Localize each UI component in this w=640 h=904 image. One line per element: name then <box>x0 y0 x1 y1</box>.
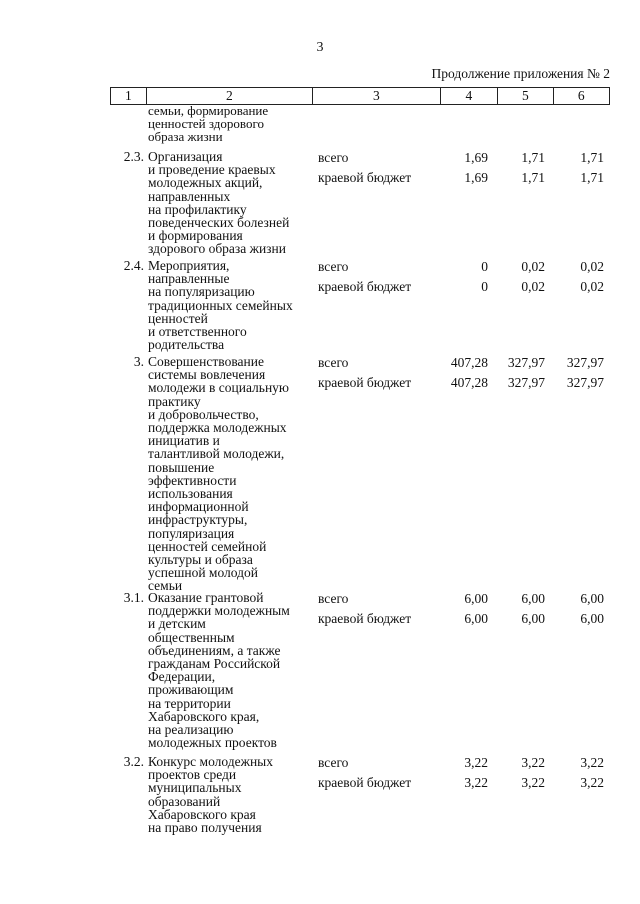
row-title <box>148 259 318 351</box>
value-col-6: 6,00 <box>580 591 604 606</box>
value-col-6: 0,02 <box>580 279 604 294</box>
source-budget-label: краевой бюджет <box>318 279 412 294</box>
row-title-line: на популяризацию <box>148 284 255 300</box>
value-col-6: 327,97 <box>566 355 604 370</box>
row-number: 2.4. <box>123 258 144 273</box>
row-title-line: и ответственного <box>148 324 247 340</box>
row-title-line: семьи <box>148 578 183 594</box>
value-col-4: 6,00 <box>464 611 488 626</box>
row-title-line: повышение <box>148 459 215 475</box>
row-title-line: информационной <box>148 499 249 515</box>
value-col-6: 327,97 <box>566 375 604 390</box>
row-number: 3.2. <box>123 754 144 769</box>
value-col-5: 3,22 <box>521 775 545 790</box>
previous-row-tail <box>148 104 318 144</box>
source-budget-label: краевой бюджет <box>318 375 412 390</box>
header-col-5: 5 <box>498 88 553 104</box>
row-title-line: поддержки молодежным <box>148 603 290 619</box>
row-title-line: проживающим <box>148 682 234 698</box>
value-col-6: 3,22 <box>580 775 604 790</box>
row-title-line: эффективности <box>148 472 237 488</box>
header-col-6: 6 <box>577 88 585 103</box>
row-title-line: Организация <box>148 149 223 164</box>
row-title-line: молодежных проектов <box>148 735 277 751</box>
continuation-label: Продолжение приложения № 2 <box>431 66 610 81</box>
row-title-line: родительства <box>148 337 225 353</box>
value-col-5: 1,71 <box>521 170 545 185</box>
value-col-4: 1,69 <box>464 150 488 165</box>
row-title-line: инициатив и <box>148 433 220 449</box>
row-title <box>148 591 318 749</box>
row-title-line: Мероприятия, <box>148 258 230 273</box>
source-budget-label: краевой бюджет <box>318 611 412 626</box>
row-title-line: культуры и образа <box>148 552 253 568</box>
value-col-5: 327,97 <box>507 355 545 370</box>
row-title-line: объединениям, а также <box>148 642 281 658</box>
row-title <box>148 150 318 256</box>
row-title-line: муниципальных <box>148 780 242 796</box>
source-total-label: всего <box>318 150 349 165</box>
value-col-5: 6,00 <box>521 611 545 626</box>
row-title-line: поддержка молодежных <box>148 420 287 436</box>
value-col-4: 6,00 <box>464 591 488 606</box>
value-col-6: 1,71 <box>580 170 604 185</box>
row-title-line: использования <box>148 486 233 502</box>
row-title-line: и детским <box>148 616 206 632</box>
value-col-4: 0 <box>481 259 488 274</box>
value-col-5: 0,02 <box>521 259 545 274</box>
row-title-line: на профилактику <box>148 201 247 217</box>
row-title-line: направленных <box>148 188 231 204</box>
header-col-1: 1 <box>111 88 147 104</box>
value-col-4: 407,28 <box>450 375 488 390</box>
row-title-line: молодежных акций, <box>148 175 263 191</box>
page-number: 3 <box>316 40 324 55</box>
header-col-4: 4 <box>441 88 498 104</box>
value-col-5: 1,71 <box>521 150 545 165</box>
tail-line: семьи, формирование <box>148 103 269 118</box>
value-col-4: 0 <box>481 279 488 294</box>
row-title-line: Оказание грантовой <box>148 590 264 605</box>
value-col-6: 3,22 <box>580 755 604 770</box>
row-title-line: успешной молодой <box>148 565 258 581</box>
value-col-4: 3,22 <box>464 755 488 770</box>
source-total-label: всего <box>318 591 349 606</box>
value-col-5: 3,22 <box>521 755 545 770</box>
source-total-label: всего <box>318 259 349 274</box>
value-col-4: 1,69 <box>464 170 488 185</box>
row-number: 2.3. <box>123 149 144 164</box>
row-title-line: Конкурс молодежных <box>148 754 273 769</box>
row-title-line: образований <box>148 793 221 809</box>
tail-line: ценностей здорового <box>148 116 264 132</box>
row-title-line: гражданам Российской <box>148 656 281 672</box>
row-title-line: традиционных семейных <box>148 297 293 313</box>
row-title-line: здорового образа жизни <box>148 241 286 257</box>
row-title-line: инфраструктуры, <box>148 512 248 528</box>
value-col-5: 327,97 <box>507 375 545 390</box>
value-col-5: 0,02 <box>521 279 545 294</box>
row-title-line: талантливой молодежи, <box>148 446 285 462</box>
row-title-line: общественным <box>148 629 235 645</box>
source-budget-label: краевой бюджет <box>318 775 412 790</box>
source-budget-label: краевой бюджет <box>318 170 412 185</box>
value-col-6: 6,00 <box>580 611 604 626</box>
row-title-line: ценностей <box>148 310 208 326</box>
row-title-line: на территории <box>148 695 231 711</box>
row-title-line: популяризация <box>148 525 235 541</box>
row-title-line: и проведение краевых <box>148 162 276 178</box>
row-title-line: на право получения <box>148 820 262 836</box>
value-col-4: 3,22 <box>464 775 488 790</box>
row-title <box>148 355 318 593</box>
value-col-4: 407,28 <box>450 355 488 370</box>
row-number: 3. <box>133 354 144 369</box>
tail-line: образа жизни <box>148 129 223 145</box>
row-title-line: практику <box>148 393 201 409</box>
row-title-line: и формирования <box>148 228 243 244</box>
row-title-line: и добровольчество, <box>148 406 259 422</box>
row-number: 3.1. <box>123 590 144 605</box>
value-col-6: 0,02 <box>580 259 604 274</box>
row-title-line: ценностей семейной <box>148 538 267 554</box>
row-title-line: молодежи в социальную <box>148 380 290 396</box>
row-title-line: Хабаровского края, <box>148 708 260 724</box>
source-total-label: всего <box>318 755 349 770</box>
header-col-3: 3 <box>313 88 441 104</box>
value-col-6: 1,71 <box>580 150 604 165</box>
row-title-line: на реализацию <box>148 722 234 738</box>
row-title-line: Федерации, <box>148 669 216 685</box>
row-title-line: системы вовлечения <box>148 367 266 383</box>
row-title-line: Хабаровского края <box>148 806 256 822</box>
row-title-line: проектов среди <box>148 767 237 783</box>
header-col-2: 2 <box>147 88 313 104</box>
row-title-line: Совершенствование <box>148 354 264 369</box>
value-col-5: 6,00 <box>521 591 545 606</box>
row-title-line: поведенческих болезней <box>148 215 290 231</box>
row-title <box>148 755 318 834</box>
row-title-line: направленные <box>148 271 230 287</box>
source-total-label: всего <box>318 355 349 370</box>
